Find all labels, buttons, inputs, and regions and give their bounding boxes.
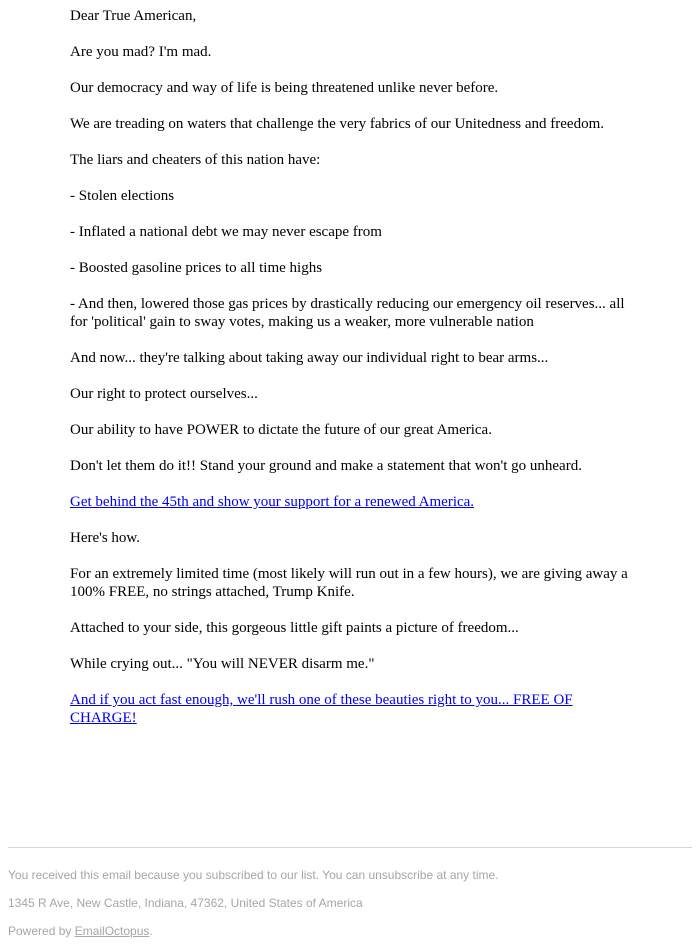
paragraph-crying-out: While crying out... "You will NEVER disarm me." bbox=[70, 656, 375, 672]
footer-divider bbox=[8, 847, 692, 848]
list-item-debt: - Inflated a national debt we may never escape from bbox=[70, 224, 382, 240]
paragraph-democracy: Our democracy and way of life is being threatened unlike never before. bbox=[70, 80, 499, 96]
support-link[interactable]: Get behind the 45th and show your support for a renewed America. bbox=[70, 494, 475, 510]
support-link-paragraph bbox=[70, 493, 630, 511]
email-body bbox=[70, 7, 630, 745]
paragraph-treading: We are treading on waters that challenge the very fabrics of our Unitedness and freedom. bbox=[70, 116, 604, 132]
subscription-notice: You received this email because you subscribed to our list. You can unsubscribe at any time. bbox=[8, 868, 499, 882]
email-footer bbox=[8, 866, 692, 950]
powered-by-prefix: Powered by bbox=[8, 924, 75, 938]
paragraph-protect: Our right to protect ourselves... bbox=[70, 386, 258, 402]
paragraph-bear-arms: And now... they're talking about taking away our individual right to bear arms... bbox=[70, 350, 549, 366]
list-item-elections: - Stolen elections bbox=[70, 188, 175, 204]
free-offer-link[interactable]: And if you act fast enough, we'll rush one of these beauties right to you... FREE OF CHARGE! bbox=[70, 692, 573, 726]
powered-by bbox=[8, 922, 692, 940]
emailoctopus-link[interactable]: EmailOctopus bbox=[74, 924, 150, 938]
sender-address: 1345 R Ave, New Castle, Indiana, 47362, United States of America bbox=[8, 896, 363, 910]
free-offer-link-paragraph bbox=[70, 691, 630, 727]
paragraph-gift: Attached to your side, this gorgeous little gift paints a picture of freedom... bbox=[70, 620, 519, 636]
paragraph-stand-ground: Don't let them do it!! Stand your ground and make a statement that won't go unheard. bbox=[70, 458, 582, 474]
list-item-reserves: - And then, lowered those gas prices by drastically reducing our emergency oil reserves... all for 'political' gain to sway votes, making us a weaker, more vulnerable nation bbox=[70, 296, 625, 330]
paragraph-power: Our ability to have POWER to dictate the future of our great America. bbox=[70, 422, 492, 438]
greeting: Dear True American, bbox=[70, 8, 197, 24]
powered-by-suffix: . bbox=[149, 924, 153, 938]
paragraph-limited-time: For an extremely limited time (most likely will run out in a few hours), we are giving away a 100% FREE, no strings attached, Trump Knife. bbox=[70, 566, 628, 600]
list-item-gasoline: - Boosted gasoline prices to all time highs bbox=[70, 260, 323, 276]
paragraph-liars: The liars and cheaters of this nation have: bbox=[70, 152, 321, 168]
paragraph-heres-how: Here's how. bbox=[70, 530, 141, 546]
paragraph-mad: Are you mad? I'm mad. bbox=[70, 44, 212, 60]
